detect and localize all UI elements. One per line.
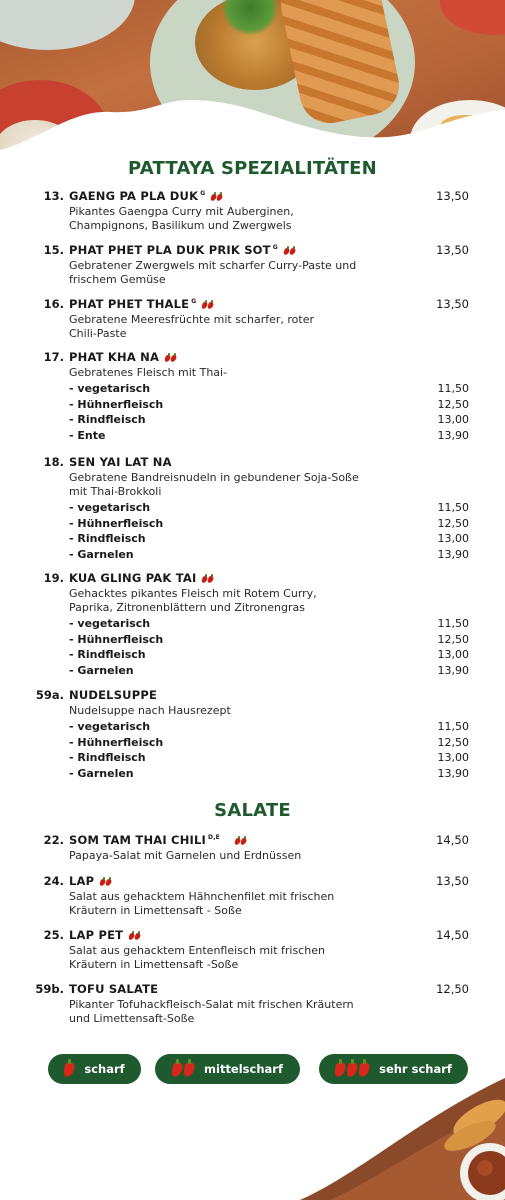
item-price: 14,50 [436,833,469,847]
legend-mittelscharf [155,1054,300,1084]
item-name-text: PHAT KHA NA [69,350,160,364]
item-description: Salat aus gehacktem Hähnchenfilet mit frischen [69,890,335,903]
item-name [69,982,158,996]
item-name [69,874,111,888]
item-variant [69,664,469,677]
item-name-text: SEN YAI LAT NA [69,455,172,469]
item-name [69,928,140,942]
variant-price: 11,50 [437,501,469,514]
food-photo-top [0,0,505,175]
item-variant [69,501,469,514]
item-name-text: KUA GLING PAK TAI [69,571,197,585]
item-variant [69,633,469,646]
item-description: Salat aus gehacktem Entenfleisch mit frischen [69,944,325,957]
variant-label: - Ente [69,429,106,443]
item-name-text: TOFU SALATE [69,982,159,996]
legend-label: mittelscharf [204,1062,283,1076]
item-number: 59a. [35,688,64,702]
item-description: Gehacktes pikantes Fleisch mit Rotem Curry, [69,587,317,600]
chili-icon [359,1059,369,1077]
chili-icon [284,246,289,254]
item-description: Paprika, Zitronenblättern und Zitronengras [69,601,305,614]
legend-label: sehr scharf [379,1062,452,1076]
chili-icon [241,836,246,844]
variant-price: 13,00 [437,532,469,546]
chili-icons [172,1059,196,1080]
variant-label: - vegetarisch [69,382,151,395]
variant-price: 12,50 [437,397,469,411]
item-number: 13. [43,189,64,203]
spicy-level-icons [201,571,213,585]
item-name-text: PHAT PHET PLA DUK PRIK SOT [69,243,271,257]
item-variant [69,751,469,764]
variant-label: - Rindfleisch [69,413,146,427]
item-description: und Limettensaft-Soße [69,1012,195,1025]
item-name [69,455,172,469]
chili-icon [217,192,222,200]
item-variant [69,429,469,442]
variant-label: - Hühnerfleisch [69,735,164,749]
chili-icon [184,1059,194,1077]
item-variant [69,767,469,780]
allergen-code: G [200,190,206,197]
chili-icon [135,931,140,939]
item-description: Kräutern in Limettensaft - Soße [69,904,242,917]
item-price: 13,50 [436,243,469,257]
spicy-level-icons [201,297,213,311]
chili-icon [208,300,213,308]
variant-label: - vegetarisch [69,501,151,514]
item-price: 13,50 [436,189,469,203]
item-description: Chili-Paste [69,327,127,340]
allergen-code: D,E [208,834,220,841]
chili-icon [208,574,213,582]
item-name-text: NUDELSUPPE [69,688,158,702]
variant-label: - Rindfleisch [69,532,146,546]
item-name [69,297,213,311]
chili-icons [335,1059,371,1080]
item-variant [69,382,469,395]
item-description: Pikantes Gaengpa Curry mit Auberginen, [69,205,294,218]
item-name-text: LAP PET [69,928,124,942]
variant-price: 13,90 [437,548,469,562]
chili-icon [106,877,111,885]
legend-sehr-scharf [319,1054,468,1084]
spicy-level-icons [164,350,176,364]
item-number: 19. [43,571,64,585]
item-number: 16. [43,297,64,311]
item-number: 59b. [35,982,64,996]
item-description: mit Thai-Brokkoli [69,485,162,498]
item-name [69,833,246,847]
chili-icon [165,353,170,361]
variant-label: - Hühnerfleisch [69,397,164,411]
chili-icons [64,1059,76,1080]
variant-price: 11,50 [437,382,469,395]
variant-label: - Garnelen [69,664,134,678]
item-variant [69,720,469,733]
item-variant [69,648,469,661]
spicy-level-icons [234,833,246,847]
allergen-code: G [272,244,278,251]
item-name [69,243,295,257]
item-price: 13,50 [436,874,469,888]
item-description: Champignons, Basilikum und Zwergwels [69,219,292,232]
item-price: 14,50 [436,928,469,942]
item-name-text: PHAT PHET THALE [69,297,190,311]
item-variant [69,398,469,411]
item-number: 25. [43,928,64,942]
item-name [69,571,213,585]
item-description: Gebratener Zwergwels mit scharfer Curry-Paste und [69,259,357,272]
item-description: Kräutern in Limettensaft -Soße [69,958,239,971]
chili-icon [290,246,295,254]
chili-icon [347,1059,357,1077]
wave-divider [0,0,505,175]
item-description: Gebratene Meeresfrüchte mit scharfer, roter [69,313,314,326]
item-number: 17. [43,350,64,364]
variant-price: 13,90 [437,664,469,678]
item-variant [69,413,469,426]
variant-price: 12,50 [437,632,469,646]
section-title-pattaya: PATTAYA SPEZIALITÄTEN [128,158,377,179]
variant-price: 11,50 [437,617,469,630]
variant-price: 13,00 [437,751,469,765]
item-variant [69,548,469,561]
chili-icon [235,836,240,844]
item-description: Papaya-Salat mit Garnelen und Erdnüssen [69,849,302,862]
item-number: 22. [43,833,64,847]
item-price: 12,50 [436,982,469,996]
item-variant [69,532,469,545]
variant-price: 13,90 [437,429,469,443]
variant-price: 13,00 [437,413,469,427]
spicy-level-icons [283,243,295,257]
legend-scharf [48,1054,141,1084]
item-price: 13,50 [436,297,469,311]
spicy-level-icons [128,928,140,942]
allergen-code: G [191,298,197,305]
item-number: 24. [43,874,64,888]
item-name [69,350,176,364]
variant-label: - vegetarisch [69,720,151,733]
variant-label: - vegetarisch [69,617,151,630]
item-name-text: LAP [69,874,95,888]
item-variant [69,736,469,749]
item-description: Nudelsuppe nach Hausrezept [69,704,231,717]
spicy-level-icons [210,189,222,203]
variant-label: - Hühnerfleisch [69,516,164,530]
variant-label: - Garnelen [69,548,134,562]
variant-label: - Rindfleisch [69,648,146,662]
spicy-level-icons [99,874,111,888]
variant-price: 12,50 [437,516,469,530]
section-title-salate: SALATE [214,800,291,821]
variant-label: - Garnelen [69,767,134,781]
item-description: Gebratenes Fleisch mit Thai- [69,366,228,379]
item-variant [69,617,469,630]
variant-price: 12,50 [437,735,469,749]
item-number: 15. [43,243,64,257]
item-description: frischem Gemüse [69,273,166,286]
item-variant [69,517,469,530]
chili-icon [64,1059,74,1077]
item-description: Gebratene Bandreisnudeln in gebundener Soja-Soße [69,471,359,484]
variant-label: - Rindfleisch [69,751,146,765]
variant-label: - Hühnerfleisch [69,632,164,646]
item-description: Pikanter Tofuhackfleisch-Salat mit frischen Kräutern [69,998,354,1011]
food-photo-bottom [0,1078,505,1200]
variant-price: 11,50 [437,720,469,733]
item-name [69,688,157,702]
item-name [69,189,222,203]
chili-icon [335,1059,345,1077]
item-name-text: GAENG PA PLA DUK [69,189,199,203]
item-number: 18. [43,455,64,469]
variant-price: 13,00 [437,648,469,662]
variant-price: 13,90 [437,767,469,781]
legend-label: scharf [84,1062,125,1076]
chili-icon [171,353,176,361]
chili-icon [172,1059,182,1077]
item-name-text: SOM TAM THAI CHILI [69,833,207,847]
